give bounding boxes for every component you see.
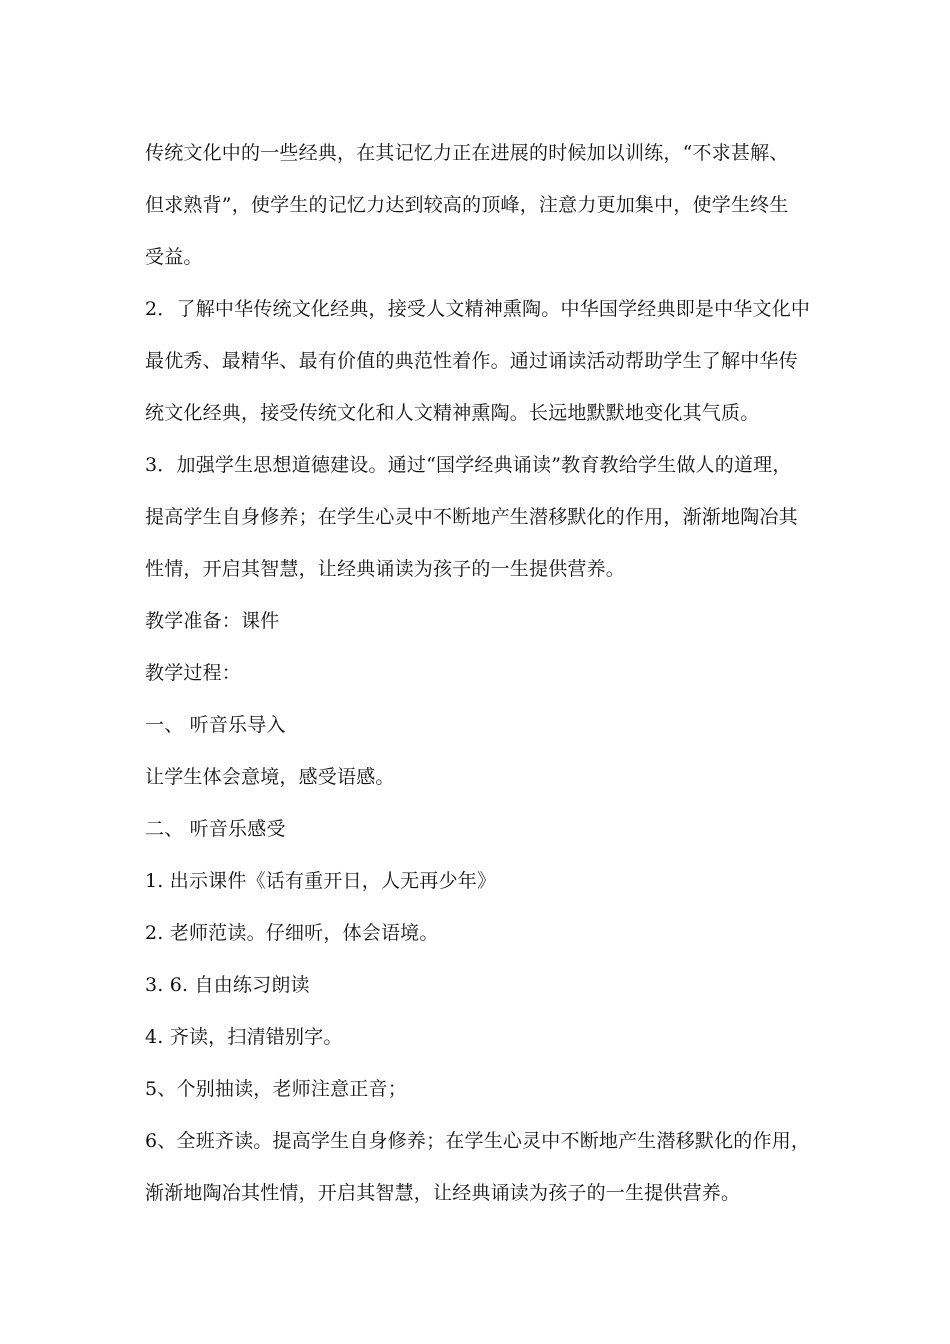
text-line: 统文化经典，接受传统文化和人文精神熏陶。长远地默默地变化其气质。 [145, 402, 760, 424]
list-item: 4. 齐读，扫清错别字。 [145, 1026, 343, 1048]
text-line: 但求熟背”，使学生的记忆力达到较高的顶峰，注意力更加集中，使学生终生 [145, 194, 789, 216]
list-item: 3. 6. 自由练习朗读 [145, 974, 310, 996]
text-line: 渐渐地陶冶其性情，开启其智慧，让经典诵读为孩子的一生提供营养。 [145, 1182, 741, 1204]
text-line: 受益。 [145, 246, 203, 268]
list-item: 1. 出示课件《话有重开日，人无再少年》 [145, 870, 497, 892]
text-line: 让学生体会意境，感受语感。 [145, 766, 395, 788]
text-line: 性情，开启其智慧，让经典诵读为孩子的一生提供营养。 [145, 558, 626, 580]
list-item: 二、 听音乐感受 [145, 818, 286, 840]
text-line: 传统文化中的一些经典，在其记忆力正在进展的时候加以训练，“不求甚解、 [145, 142, 789, 164]
text-line: 3．加强学生思想道德建设。通过“国学经典诵读”教育教给学生做人的道理， [145, 454, 792, 476]
section-heading: 教学准备：课件 [145, 610, 280, 632]
text-line: 2．了解中华传统文化经典，接受人文精神熏陶。中华国学经典即是中华文化中 [145, 298, 811, 320]
section-heading: 教学过程： [145, 662, 242, 684]
text-line: 提高学生自身修养；在学生心灵中不断地产生潜移默化的作用，渐渐地陶冶其 [145, 506, 798, 528]
list-item: 2. 老师范读。仔细听，体会语境。 [145, 922, 439, 944]
list-item: 一、 听音乐导入 [145, 714, 286, 736]
list-item: 5、个别抽读，老师注意正音； [145, 1078, 407, 1100]
list-item: 6、全班齐读。提高学生自身修养；在学生心灵中不断地产生潜移默化的作用， [145, 1130, 811, 1152]
text-line: 最优秀、最精华、最有价值的典范性着作。通过诵读活动帮助学生了解中华传 [145, 350, 798, 372]
